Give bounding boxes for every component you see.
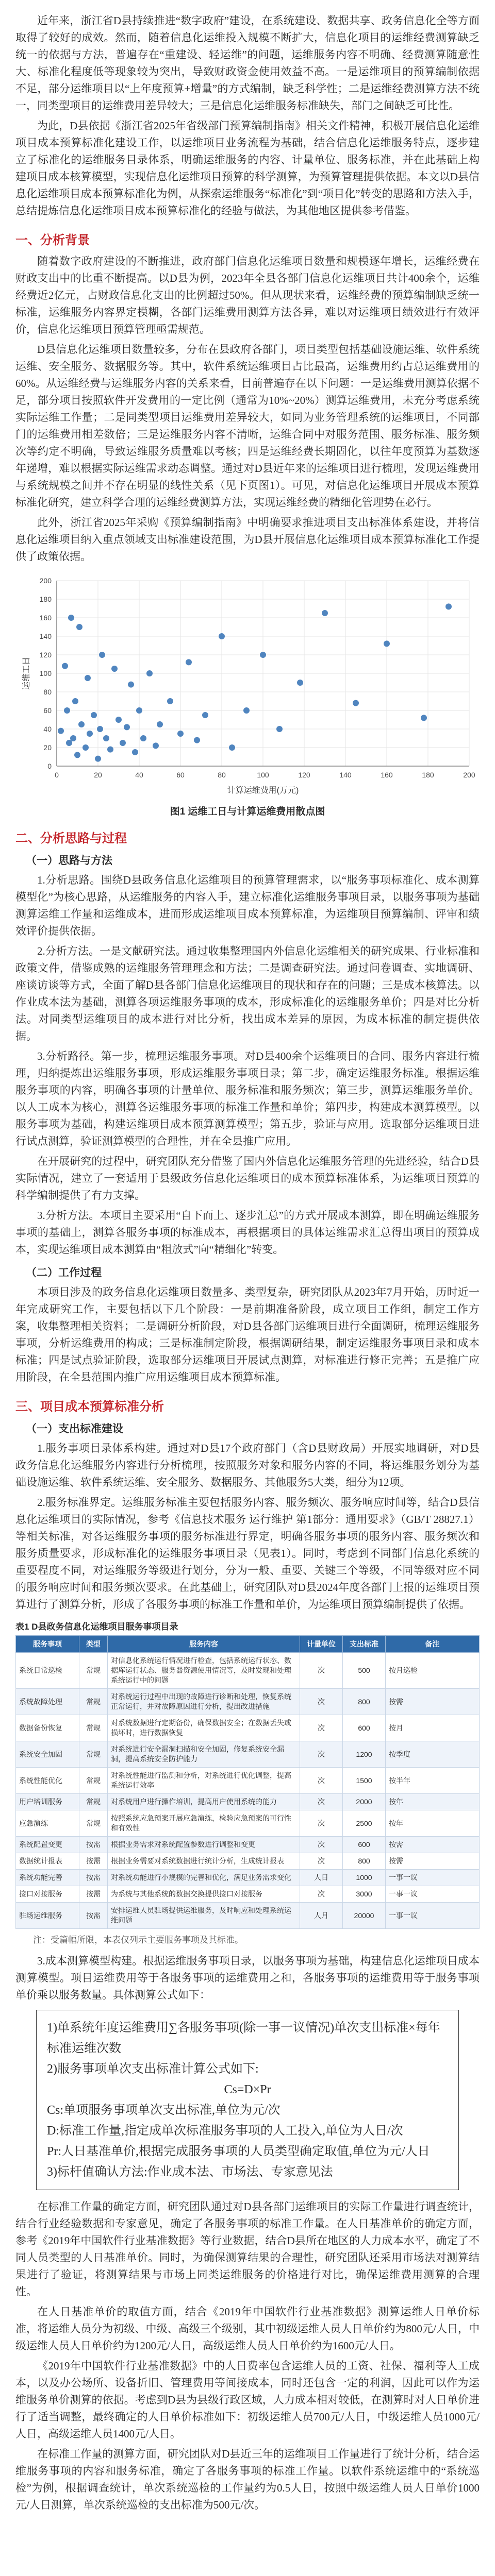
section-3-paragraph-7: 在标准工作量的测算方面，研究团队对D县近三年的运维项目工作量进行了统计分析，结合运维服务事项的内容和服务标准，确定了各服务事项的标准工作量。以软件系统运维中的“系统巡检”为例，根据调查统计，单次系统巡检的工作量约为0.5人日，按照中级运维人员人日单价1000元/人日测算，单次系统巡检的支出标准为500元/次。: [15, 2448, 480, 2511]
header-type: 类型: [79, 1636, 108, 1653]
cell-unit: 人月: [300, 1903, 343, 1929]
cell-note: 一事一议: [386, 1870, 480, 1886]
scatter-point: [91, 712, 97, 718]
y-tick-label: 60: [43, 706, 52, 715]
table-row: [16, 1903, 480, 1929]
cell-service: 系统安全加固: [16, 1741, 79, 1768]
cell-content: 对系统数据进行定期备份，确保数据安全；在数据丢失或损坏时，进行数据恢复: [108, 1715, 300, 1741]
cell-unit: 次: [300, 1653, 343, 1689]
scatter-point: [87, 731, 93, 737]
cell-unit: 人日: [300, 1870, 343, 1886]
cell-type: 按需: [79, 1886, 108, 1903]
x-tick-label: 60: [176, 771, 185, 779]
section-2-paragraph-5: 3.分析方法。本项目主要采用“自下而上、逐步汇总”的方式开展成本测算，即在明确运维服务事项的基础上，测算各服务事项的标准成本，再根据项目的具体运维需求汇总得出项目的预算成本，实现运维项目成本测算由“粗放式”向“精细化”转变。: [15, 1209, 480, 1256]
scatter-point: [76, 624, 82, 630]
scatter-point: [82, 744, 89, 751]
cell-note: 按需: [386, 1853, 480, 1870]
cell-type: 常规: [79, 1653, 108, 1689]
x-tick-label: 40: [135, 771, 143, 779]
scatter-point: [276, 726, 283, 732]
cell-standard: 2000: [343, 1794, 386, 1810]
x-tick-label: 180: [422, 771, 434, 779]
cell-content: 安排运维人员驻场提供运维服务，及时响应和处理系统运维问题: [108, 1903, 300, 1929]
scatter-point: [68, 615, 74, 621]
formula-line-2: 2)服务事项单次支出标准计算公式如下:: [47, 2062, 259, 2076]
cell-note: 一事一议: [386, 1903, 480, 1929]
table-note: 注：受篇幅所限，本表仅列示主要服务事项及其标准。: [33, 1935, 243, 1945]
scatter-point: [177, 731, 184, 737]
cell-type: 按需: [79, 1870, 108, 1886]
cell-type: 按需: [79, 1853, 108, 1870]
scatter-point: [243, 707, 250, 714]
cell-standard: 600: [343, 1715, 386, 1741]
scatter-point: [85, 675, 91, 681]
scatter-point: [62, 663, 68, 669]
cell-unit: 次: [300, 1810, 343, 1837]
y-tick-label: 200: [39, 577, 52, 585]
scatter-point: [58, 728, 64, 734]
cell-standard: 1500: [343, 1768, 386, 1794]
scatter-point: [140, 735, 146, 741]
cell-content: 对信息化系统运行情况进行检查，包括系统运行状态、数据库运行状态、服务器资源使用情况等，及时发现和处理系统运行中的问题: [108, 1653, 300, 1689]
scatter-point: [70, 735, 76, 741]
formula-line-5: D:标准工作量,指定成单次标准服务事项的人工投入,单位为人日/次: [47, 2124, 403, 2138]
section-2-paragraph-1: 1.分析思路。围绕D县政务信息化运维项目的预算管理需求，以“服务事项标准化、成本测算模型化”为核心思路，从运维服务的内容入手，建立标准化运维服务事项目录，以服务事项为基础测算运维工作量和运维成本，进而形成运维项目成本预算标准，为运维项目预算编制、评审和绩效评价提供依据。: [15, 874, 480, 937]
table-header-row: [16, 1636, 480, 1653]
scatter-point: [132, 749, 138, 755]
y-tick-label: 140: [39, 632, 52, 640]
cell-unit: 次: [300, 1886, 343, 1903]
x-tick-label: 120: [298, 771, 310, 779]
y-tick-label: 0: [47, 762, 52, 770]
scatter-svg: [15, 570, 480, 797]
section-3-paragraph-3: 3.成本测算模型构建。根据运维服务事项目录，以服务事项为基础，构建信息化运维项目成本测算模型。项目运维费用等于各服务事项的运维费用之和，各服务事项的运维费用等于服务事项单价乘以服务数量。具体测算公式如下：: [15, 1955, 480, 2001]
scatter-point: [74, 752, 80, 758]
cell-service: 驻场运维服务: [16, 1903, 79, 1929]
cell-service: 数据备份恢复: [16, 1715, 79, 1741]
cell-note: 按月巡检: [386, 1653, 480, 1689]
table-row: [16, 1741, 480, 1768]
cell-note: 按季度: [386, 1741, 480, 1768]
cell-service: 接口对接服务: [16, 1886, 79, 1903]
cell-service: 用户培训服务: [16, 1794, 79, 1810]
table-row: [16, 1810, 480, 1837]
y-tick-label: 80: [43, 688, 52, 696]
section-3-paragraph-2: 2.服务标准界定。运维服务标准主要包括服务内容、服务频次、服务响应时间等，结合D县信息化运维项目的实际情况，参考《信息技术服务 运行维护 第1部分：通用要求》（GB/T 28827.1）等相关标准，对各运维服务事项的服务标准进行界定，明确各服务事项的服务内容、服务频次和服务质量要求，形成标准化的运维服务事项目录（见表1）。同时，考虑到不同部门信息化系统的重要程度不同，对运维服务等级进行划分，分为一般、重要、关键三个等级，不同等级对应不同的服务响应时间和服务频次要求。在此基础上，研究团队对D县2024年度各部门上报的运维项目预算进行了测算分析，形成了各服务事项的标准工作量和单价，为运维项目预算编制提供了依据。: [15, 1496, 480, 1611]
cell-service: 系统日常巡检: [16, 1653, 79, 1689]
cell-note: 按需: [386, 1837, 480, 1853]
cell-unit: 次: [300, 1768, 343, 1794]
section-1-paragraph-1: 随着数字政府建设的不断推进，政府部门信息化运维项目数量和规模逐年增长，运维经费在财政支出中的比重不断提高。以D县为例，2023年全县各部门信息化运维项目共计400余个，运维经费近2亿元，占财政信息化支出的比例超过50%。但从现状来看，运维经费的预算编制缺乏统一标准，运维服务内容界定模糊，各部门运维费用测算方法各异，难以对运维项目绩效进行有效评价，信息化运维项目预算管理亟需规范。: [15, 255, 480, 335]
formula-line-1: 1)单系统年度运维费用∑各服务事项(除一事一议情况)单次支出标准×每年标准运维次数: [47, 2021, 440, 2055]
x-tick-label: 100: [257, 771, 269, 779]
scatter-point: [78, 721, 85, 727]
section-1-paragraph-2: D县信息化运维项目数量较多，分布在县政府各部门，项目类型包括基础设施运维、软件系统运维、安全服务、数据服务等。其中，软件系统运维项目占比最高，运维费用约占总运维费用的60%。从运维经费与运维服务内容的关系来看，目前普遍存在以下问题：一是运维费用测算依据不足，部分项目按照软件开发费用的一定比例（通常为10%~20%）测算运维费用，未充分考虑系统实际运维工作量；二是同类型项目运维费用差异较大，如同为业务管理系统的运维项目，不同部门的运维费用相差数倍；三是运维服务内容不清晰，运维合同中对服务范围、服务标准、服务频次等约定不明确，导致运维服务质量难以考核；四是运维经费长期固化，以往年度预算为基数逐年递增，难以根据实际运维需求动态调整。通过对D县近年来的运维项目进行梳理，发现运维费用与系统规模之间并不存在明显的线性关系（见下页图1）。可见，对信息化运维项目开展成本预算标准化研究，建立科学合理的运维经费测算方法，实现运维经费的精细化管理势在必行。: [15, 343, 480, 509]
section-2-paragraph-3: 3.分析路径。第一步，梳理运维服务事项。对D县400余个运维项目的合同、服务内容进行梳理，归纳提炼出运维服务事项，形成运维服务事项目录；第二步，确定运维服务标准。根据运维服务事项的内容，明确各事项的计量单位、服务标准和服务频次；第三步，测算运维服务单价。以人工成本为核心，测算各运维服务事项的标准工作量和单价；第四步，构建成本测算模型。以服务事项为基础，构建运维项目成本预算测算模型；第五步，验证与应用。选取部分运维项目进行试点测算，验证测算模型的合理性，并在全县推广应用。: [15, 1050, 480, 1147]
header-content: 服务内容: [108, 1636, 300, 1653]
scatter-point: [297, 680, 303, 686]
scatter-point: [384, 640, 390, 647]
cell-note: 一事一议: [386, 1886, 480, 1903]
cell-standard: 1000: [343, 1870, 386, 1886]
section-2-2-title: （二）工作过程: [26, 1267, 102, 1279]
x-tick-label: 200: [463, 771, 475, 779]
x-tick-label: 140: [339, 771, 352, 779]
table-row: [16, 1886, 480, 1903]
cell-unit: 次: [300, 1853, 343, 1870]
cell-type: 常规: [79, 1810, 108, 1837]
y-axis-label: 运维工日: [22, 656, 31, 690]
scatter-point: [103, 735, 109, 741]
scatter-chart: [15, 570, 480, 800]
cell-note: 按年: [386, 1810, 480, 1837]
cell-service: 系统功能完善: [16, 1870, 79, 1886]
table-row: [16, 1853, 480, 1870]
formula-line-6: Pr:人日基准单价,根据完成服务事项的人员类型确定取值,单位为元/人日: [47, 2145, 430, 2158]
cell-standard: 800: [343, 1853, 386, 1870]
scatter-point: [153, 742, 159, 749]
cell-standard: 3000: [343, 1886, 386, 1903]
scatter-point: [157, 721, 163, 727]
table-row: [16, 1794, 480, 1810]
scatter-point: [64, 707, 70, 714]
service-table: [15, 1635, 480, 1929]
cell-service: 系统配置变更: [16, 1837, 79, 1853]
cell-note: 按半年: [386, 1768, 480, 1794]
cell-content: 根据业务需求对系统配置参数进行调整和变更: [108, 1837, 300, 1853]
chart-points: [58, 603, 452, 761]
table-row: [16, 1653, 480, 1689]
cell-service: 系统故障处理: [16, 1689, 79, 1715]
scatter-point: [111, 666, 118, 672]
cell-standard: 2500: [343, 1810, 386, 1837]
cell-content: 按照系统应急预案开展应急演练，检验应急预案的可行性和有效性: [108, 1810, 300, 1837]
scatter-point: [260, 652, 266, 658]
cell-content: 对系统性能进行监测和分析，对系统进行优化调整，提高系统运行效率: [108, 1768, 300, 1794]
formula-box: [36, 2010, 459, 2190]
cell-note: 按月: [386, 1715, 480, 1741]
formula-line-7: 3)标杆值确认方法:作业成本法、市场法、专家意见法: [47, 2165, 333, 2179]
table-row: [16, 1870, 480, 1886]
scatter-point: [446, 603, 452, 609]
section-2-title: 二、分析思路与过程: [15, 832, 127, 845]
scatter-point: [186, 659, 192, 665]
cell-standard: 1200: [343, 1741, 386, 1768]
scatter-point: [136, 707, 142, 714]
chart-caption: 图1 运维工日与计算运维费用散点图: [170, 806, 325, 817]
scatter-point: [202, 712, 208, 718]
cell-content: 根据业务需要对系统数据进行统计分析，生成统计报表: [108, 1853, 300, 1870]
scatter-point: [97, 726, 103, 732]
cell-type: 按需: [79, 1903, 108, 1929]
cell-content: 对系统用户进行操作培训，提高用户使用系统的能力: [108, 1794, 300, 1810]
x-axis-label: 计算运维费用(万元): [227, 786, 299, 795]
section-3-1-title: （一）支出标准建设: [26, 1423, 123, 1435]
scatter-point: [194, 737, 200, 743]
x-tick-label: 20: [94, 771, 102, 779]
section-3-paragraph-6: 《2019年中国软件行业基准数据》中的人日费率包含运维人员的工资、社保、福利等人工成本，以及办公场所、设备折旧、管理费用等间接成本，同时还包含一定的利润，因此可以作为运维服务单价测算的依据。考虑到D县为县级行政区域，人力成本相对较低，在测算时对人日单价进行了适当调整，最终确定的人日单价标准如下：初级运维人员700元/人日，中级运维人员1000元/人日，高级运维人员1400元/人日。: [15, 2360, 480, 2440]
header-note: 备注: [386, 1636, 480, 1653]
formula-line-4: Cs:单项服务事项单次支出标准,单位为元/次: [47, 2104, 280, 2117]
section-1-paragraph-3: 此外，浙江省2025年采购《预算编制指南》中明确要求推进项目支出标准体系建设，并将信息化运维项目纳入重点领域支出标准建设范围，为D县开展信息化运维项目成本预算标准化工作提供了政策依据。: [15, 516, 480, 563]
y-tick-label: 160: [39, 614, 52, 622]
x-tick-label: 0: [55, 771, 59, 779]
cell-type: 常规: [79, 1794, 108, 1810]
section-2-paragraph-4: 在开展研究的过程中，研究团队充分借鉴了国内外信息化运维服务管理的先进经验，结合D县实际情况，建立了一套适用于县级政务信息化运维项目的成本预算标准体系，为运维项目预算的科学编制提供了有力支撑。: [15, 1155, 480, 1201]
section-3-title: 三、项目成本预算标准分析: [15, 1400, 164, 1414]
section-3-paragraph-1: 1.服务事项目录体系构建。通过对D县17个政府部门（含D县财政局）开展实地调研，对D县政务信息化运维服务内容进行分析梳理，按照服务对象和服务内容的不同，将运维服务划分为基础设施运维、软件系统运维、安全服务、数据服务、其他服务5大类，细分为12项。: [15, 1442, 480, 1488]
cell-service: 系统性能优化: [16, 1768, 79, 1794]
scatter-point: [219, 633, 225, 639]
intro-paragraph-1: 近年来，浙江省D县持续推进“数字政府”建设，在系统建设、数据共享、政务信息化全等方面取得了较好的成效。然而，随着信息化运维投入规模不断扩大，信息化项目的运维经费测算缺乏统一的依据与方法，普遍存在“重建设、轻运维”的问题，运维服务内容不明确、经费测算随意性大、标准化程度低等现象较为突出，导致财政资金使用效益不高。一是运维项目的预算编制依据不足，部分运维项目以“上年度预算+增量”的方式编制，缺乏科学性；二是运维经费测算方法不统一，同类型项目的运维费用差异较大；三是信息化运维服务标准缺失，部门之间缺乏可比性。: [15, 14, 480, 112]
chart-ticks: [40, 577, 475, 779]
header-service: 服务事项: [16, 1636, 79, 1653]
scatter-point: [120, 740, 126, 746]
section-2-paragraph-6: 本项目涉及的政务信息化运维项目数量多、类型复杂，研究团队从2023年7月开始，历时近一年完成研究工作，主要包括以下几个阶段：一是前期准备阶段，成立项目工作组，制定工作方案，收集整理相关资料；二是调研分析阶段，对D县各部门运维项目进行全面调研，梳理运维服务事项，分析运维费用的构成；三是标准制定阶段，根据调研结果，制定运维服务事项目录和成本标准；四是试点验证阶段，选取部分运维项目开展试点测算，对标准进行修正完善；五是推广应用阶段，在全县范围内推广应用运维项目成本预算标准。: [15, 1286, 480, 1383]
cell-type: 常规: [79, 1689, 108, 1715]
scatter-point: [146, 670, 153, 676]
cell-content: 对系统功能进行小规模的完善和优化，满足业务需求变化: [108, 1870, 300, 1886]
cell-note: 按年: [386, 1794, 480, 1810]
table-row: [16, 1715, 480, 1741]
intro-paragraph-2: 为此，D县依据《浙江省2025年省级部门预算编制指南》相关文件精神，积极开展信息化运维项目成本预算标准化建设工作，以运维项目业务流程为基础，结合信息化运维服务特点，逐步建立了标准化的运维服务目录体系，明确运维服务的内容、计量单位、服务标准，并在此基础上构建项目成本核算模型，实现信息化运维项目预算的科学测算，为预算管理提供依据。本文以D县信息化运维项目成本预算标准化为例，从探索运维服务“标准化”到“项目化”转变的思路和方法入手，总结提炼信息化运维项目成本预算标准化的经验与做法，为其他地区提供参考借鉴。: [15, 120, 480, 217]
scatter-point: [116, 717, 122, 723]
cell-standard: 500: [343, 1653, 386, 1689]
cell-unit: 次: [300, 1715, 343, 1741]
cell-standard: 800: [343, 1689, 386, 1715]
cell-service: 应急演练: [16, 1810, 79, 1837]
scatter-point: [167, 698, 173, 704]
table-body: [16, 1653, 480, 1929]
x-tick-label: 80: [218, 771, 226, 779]
cell-unit: 次: [300, 1689, 343, 1715]
table-caption: 表1 D县政务信息化运维项目服务事项目录: [15, 1622, 178, 1632]
y-tick-label: 180: [39, 595, 52, 603]
cell-type: 常规: [79, 1768, 108, 1794]
section-2-1-title: （一）思路与方法: [26, 855, 112, 867]
y-tick-label: 40: [43, 725, 52, 733]
y-tick-label: 120: [39, 651, 52, 659]
scatter-point: [353, 700, 359, 706]
cell-standard: 20000: [343, 1903, 386, 1929]
scatter-point: [421, 715, 427, 721]
scatter-point: [128, 682, 134, 688]
cell-unit: 次: [300, 1794, 343, 1810]
cell-service: 数据统计报表: [16, 1853, 79, 1870]
cell-content: 为系统与其他系统的数据交换提供接口对接服务: [108, 1886, 300, 1903]
cell-note: 按需: [386, 1689, 480, 1715]
cell-standard: 600: [343, 1837, 386, 1853]
section-3-paragraph-4: 在标准工作量的确定方面，研究团队通过对D县各部门运维项目的实际工作量进行调查统计，结合行业经验数据和专家意见，确定了各服务事项的标准工作量。在人日基准单价的确定方面，参考《2019年中国软件行业基准数据》等行业数据，结合D县所在地区的人力成本水平，确定了不同人员类型的人日基准单价。同时，为确保测算结果的合理性，研究团队还采用市场法对测算结果进行了验证，将测算结果与市场上同类运维服务的价格进行对比，确保运维费用测算的合理性。: [15, 2200, 480, 2298]
cell-content: 对系统进行安全漏洞扫描和安全加固，修复系统安全漏洞，提高系统安全防护能力: [108, 1741, 300, 1768]
chart-grid: [57, 581, 469, 766]
scatter-point: [99, 652, 105, 658]
x-tick-label: 160: [381, 771, 393, 779]
y-tick-label: 20: [43, 743, 52, 752]
scatter-point: [95, 756, 101, 762]
scatter-point: [107, 747, 113, 753]
cell-unit: 次: [300, 1741, 343, 1768]
header-unit: 计量单位: [300, 1636, 343, 1653]
table-row: [16, 1689, 480, 1715]
table-row: [16, 1768, 480, 1794]
section-2-paragraph-2: 2.分析方法。一是文献研究法。通过收集整理国内外信息化运维相关的研究成果、行业标准和政策文件，借鉴成熟的运维服务管理理念和方法；二是调查研究法。通过问卷调查、实地调研、座谈访谈等方式，全面了解D县各部门信息化运维项目的现状和存在的问题；三是成本核算法。以作业成本法为基础，测算各项运维服务事项的成本，形成标准化的运维服务单价；四是对比分析法。对同类型运维项目的成本进行对比分析，找出成本差异的原因，为成本标准的制定提供依据。: [15, 945, 480, 1042]
cell-type: 常规: [79, 1715, 108, 1741]
cell-content: 对系统运行过程中出现的故障进行诊断和处理，恢复系统正常运行，并对故障原因进行分析，提出改进措施: [108, 1689, 300, 1715]
scatter-point: [72, 698, 78, 704]
scatter-point: [66, 740, 72, 746]
section-1-title: 一、分析背景: [15, 233, 90, 247]
formula-line-3: Cs=D×Pr: [224, 2083, 271, 2096]
cell-type: 常规: [79, 1741, 108, 1768]
scatter-point: [229, 744, 235, 751]
y-tick-label: 100: [39, 669, 52, 677]
table-row: [16, 1837, 480, 1853]
scatter-point: [124, 724, 130, 730]
header-standard: 支出标准: [343, 1636, 386, 1653]
cell-type: 按需: [79, 1837, 108, 1853]
cell-unit: 次: [300, 1837, 343, 1853]
scatter-point: [322, 610, 328, 616]
section-3-paragraph-5: 在人日基准单价的取值方面，结合《2019年中国软件行业基准数据》测算运维人日单价标准，将运维人员分为初级、中级、高级三个级别，其中初级运维人员人日单价约为800元/人日，中级运维人员人日单价约为1200元/人日，高级运维人员人日单价约为1600元/人日。: [15, 2306, 480, 2352]
